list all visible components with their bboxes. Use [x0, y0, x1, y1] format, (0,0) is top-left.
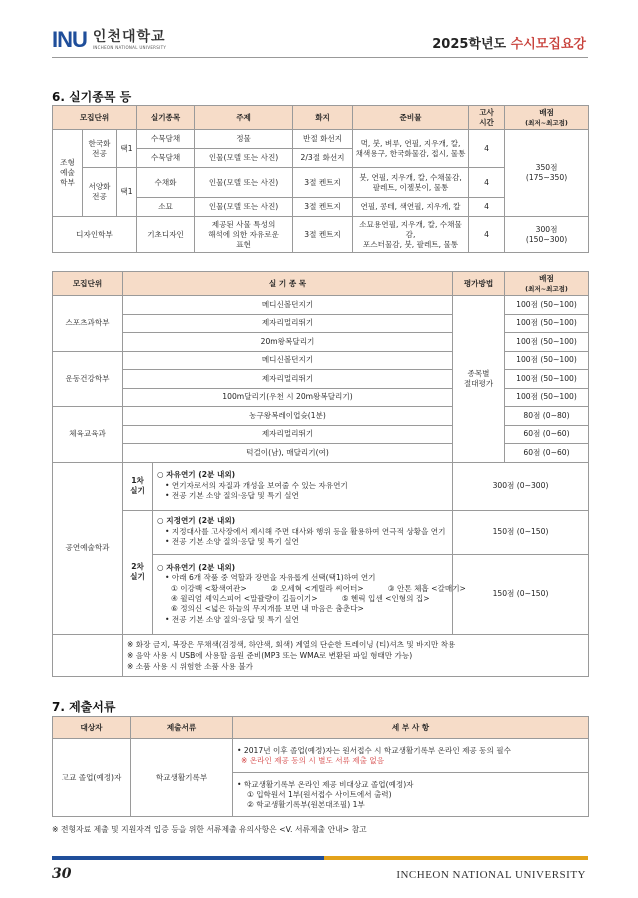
table-cell: 100m달리기(우천 시 20m왕복달리기) [123, 388, 453, 407]
table-cell: 100점 (50~100) [505, 333, 589, 352]
table-cell: 60점 (0~60) [505, 444, 589, 463]
design-score: 300점 (150~300) [505, 217, 589, 253]
art-unit: 조형 예술 학부 [53, 130, 83, 217]
table-cell: 인물(모델 또는 사진) [195, 149, 293, 168]
table-cell: 제자리멀리뛰기 [123, 425, 453, 444]
detail-line: • 학교생활기록부 온라인 제공 비대상교 졸업(예정)자 [237, 779, 414, 789]
col-supplies: 준비물 [353, 106, 469, 130]
logo-mark: INU [52, 27, 87, 52]
doc-target: 고교 졸업(예정)자 [53, 739, 131, 817]
content-line: ⑥ 정의신 <넓은 하늘의 무지개를 보면 내 마음은 춤춘다> [171, 604, 364, 614]
table-cell: 60점 (0~60) [505, 425, 589, 444]
health-unit: 운동건강학부 [53, 351, 123, 407]
table-cell: 4 [469, 198, 505, 217]
table-cell: 수묵담채 [137, 149, 195, 168]
content-line: • 전공 기본 소양 질의·응답 및 특기 실연 [165, 491, 299, 501]
table-cell: 수채화 [137, 168, 195, 198]
logo-english-name: INCHEON NATIONAL UNIVERSITY [92, 44, 167, 50]
table-cell: 100점 (50~100) [505, 388, 589, 407]
col-paper: 화지 [293, 106, 353, 130]
table-cell: 4 [469, 217, 505, 253]
col-document: 제출서류 [131, 717, 233, 739]
evaluation-method: 종목별 절대평가 [453, 296, 505, 463]
round-2-fixed-content [153, 510, 453, 554]
content-line: • 아래 6개 작품 중 역할과 장면을 자유롭게 선택(택1)하여 연기 [165, 573, 376, 583]
col-score: 배점 (최저~최고점) [505, 272, 589, 296]
table-cell: 100점 (50~100) [505, 351, 589, 370]
table-cell: 20m왕복달리기 [123, 333, 453, 352]
note-line: ※ 소품 사용 시 위험한 소품 사용 불가 [127, 661, 253, 671]
footer-university: INCHEON NATIONAL UNIVERSITY [396, 869, 586, 881]
table-cell: 턱걸이(남), 매달리기(여) [123, 444, 453, 463]
section-7-title: 7. 제출서류 [52, 700, 116, 714]
content-title: ○ 지정연기 (2분 내외) [157, 516, 236, 526]
table-cell: 연필, 콩테, 색연필, 지우개, 칼 [353, 198, 469, 217]
physical-performance-table [52, 271, 589, 677]
design-unit: 디자인학부 [53, 217, 137, 253]
col-unit: 모집단위 [53, 272, 123, 296]
table-cell: 소묘용연필, 지우개, 칼, 수채물감, 포스터물감, 붓, 팔레트, 물통 [353, 217, 469, 253]
table-cell: 기초디자인 [137, 217, 195, 253]
detail-line: ② 학교생활기록부(원본대조필) 1부 [247, 799, 365, 809]
col-time: 고사 시간 [469, 106, 505, 130]
round-2-label: 2차 실기 [123, 510, 153, 634]
documents-footnote: ※ 전형자료 제출 및 지원자격 입증 등을 위한 서류제출 유의사항은 <V. 서류제출 안내> 참고 [52, 825, 367, 834]
round-2-fixed-score: 150점 (0~150) [453, 510, 589, 554]
doc-detail-2 [233, 773, 589, 817]
table-cell: 80점 (0~80) [505, 407, 589, 426]
table-cell: 100점 (50~100) [505, 370, 589, 389]
note-line: ※ 화장 금지, 복장은 무채색(검정색, 하얀색, 회색) 계열의 단순한 트레이닝 (티)셔츠 및 바지만 착용 [127, 639, 456, 649]
round-1-score: 300점 (0~300) [453, 462, 589, 510]
table-cell: 인물(모델 또는 사진) [195, 168, 293, 198]
section-6-title: 6. 실기종목 등 [52, 90, 132, 104]
col-unit: 모집단위 [53, 106, 137, 130]
footer-bar-yellow [324, 856, 588, 860]
detail-warning: ※ 온라인 제공 동의 시 별도 서류 제출 없음 [241, 755, 385, 765]
table-cell: 반절 화선지 [293, 130, 353, 149]
choice-label: 택1 [117, 130, 137, 168]
table-cell: 3절 켄트지 [293, 198, 353, 217]
col-items: 실 기 종 목 [123, 272, 453, 296]
content-title: ○ 자유연기 (2분 내외) [157, 470, 236, 480]
table-cell: 소묘 [137, 198, 195, 217]
table-cell: 100점 (50~100) [505, 314, 589, 333]
content-line: • 전공 기본 소양 질의·응답 및 특기 실연 [165, 537, 299, 547]
logo-korean-name: 인천대학교 [92, 28, 166, 45]
table-cell: 4 [469, 168, 505, 198]
korean-painting-major: 한국화 전공 [83, 130, 117, 168]
table-cell: 제자리멀리뛰기 [123, 370, 453, 389]
university-logo [52, 27, 166, 53]
page-number: 30 [52, 866, 72, 882]
content-line: • 연기자로서의 자질과 개성을 보여줄 수 있는 자유연기 [165, 480, 348, 490]
detail-line: • 2017년 이후 졸업(예정)자는 원서접수 시 학교생활기록부 온라인 제공 동의 필수 [237, 745, 511, 755]
art-design-table [52, 105, 589, 253]
detail-line: ① 입학원서 1부(원서접수 사이트에서 출력) [247, 789, 392, 799]
pe-unit: 체육교육과 [53, 407, 123, 463]
table-cell: 3절 켄트지 [293, 217, 353, 253]
table-cell: 먹, 붓, 벼루, 연필, 지우개, 칼, 채색용구, 한국화물감, 접시, 물통 [353, 130, 469, 168]
col-method: 평가방법 [453, 272, 505, 296]
table-cell: 4 [469, 130, 505, 168]
table-cell: 메디신볼던지기 [123, 296, 453, 315]
content-line: ① 이강백 <황색여관> ② 오세혁 <게릴라 씨어터> ③ 안톤 체홉 <갈매기> [171, 583, 466, 593]
round-2-free-content [153, 554, 466, 634]
table-cell: 정물 [195, 130, 293, 149]
doc-detail-1 [233, 739, 589, 773]
col-target: 대상자 [53, 717, 131, 739]
table-cell: 수묵담채 [137, 130, 195, 149]
table-cell: 100점 (50~100) [505, 296, 589, 315]
sports-unit: 스포츠과학부 [53, 296, 123, 352]
footer-bar-blue [52, 856, 324, 860]
doc-name: 학교생활기록부 [131, 739, 233, 817]
western-painting-major: 서양화 전공 [83, 168, 117, 217]
note-line: ※ 음악 사용 시 USB에 사용할 음원 준비(MP3 또는 WMA로 변환된 파일 형태만 가능) [127, 650, 413, 660]
table-cell: 붓, 연필, 지우개, 칼, 수채물감, 팔레트, 이젤봇이, 물통 [353, 168, 469, 198]
col-score: 배점 (최저~최고점) [505, 106, 589, 130]
content-line: ④ 윌리엄 셰익스피어 <말괄량이 길들이기> ⑤ 헨릭 입센 <인형의 집> [171, 594, 430, 603]
table-cell: 메디신볼던지기 [123, 351, 453, 370]
performing-arts-notes [123, 634, 589, 676]
col-details: 세 부 사 항 [233, 717, 589, 739]
notes-spacer [53, 634, 123, 676]
table-cell: 인물(모델 또는 사진) [195, 198, 293, 217]
round-1-label: 1차 실기 [123, 462, 153, 510]
performing-arts-unit: 공연예술학과 [53, 462, 123, 634]
documents-table [52, 716, 589, 817]
art-score: 350점 (175~350) [505, 130, 589, 217]
header-divider [52, 57, 588, 58]
col-item: 실기종목 [137, 106, 195, 130]
content-line: • 전공 기본 소양 질의·응답 및 특기 실연 [165, 614, 299, 624]
table-cell: 제공된 사물 특성의 해석에 의한 자유로운 표현 [195, 217, 293, 253]
round-1-content [153, 462, 453, 510]
page-header-title: 2025학년도 수시모집요강 [432, 37, 586, 52]
content-line: • 지정대사를 고사장에서 제시해 주면 대사와 행위 등을 활용하여 연극적 상황을 연기 [165, 526, 446, 536]
choice-label: 택1 [117, 168, 137, 217]
table-cell: 2/3절 화선지 [293, 149, 353, 168]
table-cell: 3절 켄트지 [293, 168, 353, 198]
table-cell: 제자리멀리뛰기 [123, 314, 453, 333]
content-title: ○ 자유연기 (2분 내외) [157, 562, 236, 572]
round-2-free-score: 150점 (0~150) [453, 554, 589, 634]
col-topic: 주제 [195, 106, 293, 130]
table-cell: 농구왕복레이업슛(1분) [123, 407, 453, 426]
